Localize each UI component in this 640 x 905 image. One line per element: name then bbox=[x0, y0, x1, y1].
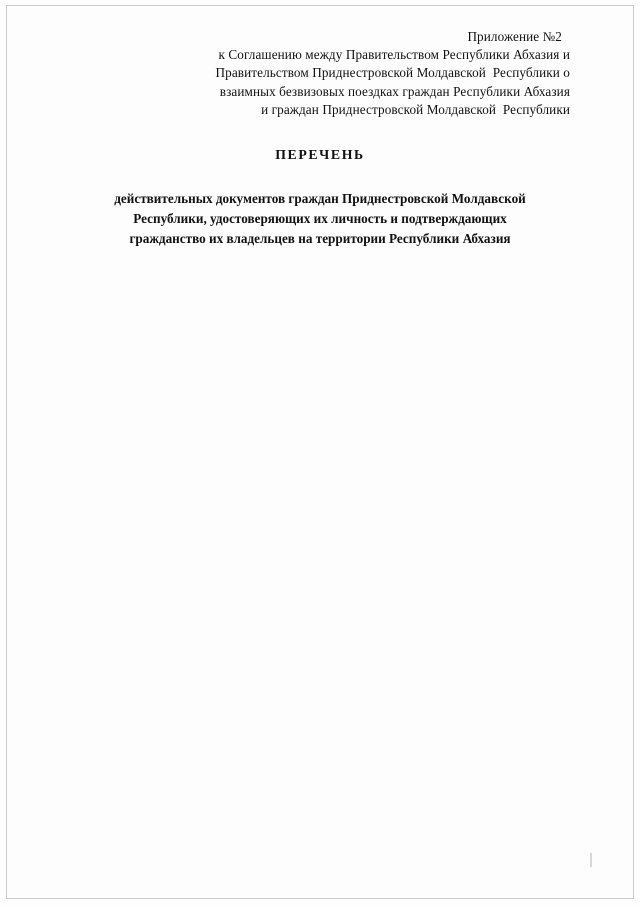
appendix-header bbox=[70, 28, 570, 119]
appendix-header-line-3: Правительством Приднестровской Молдавской Республики о bbox=[215, 65, 570, 81]
appendix-header-line-5: и граждан Приднестровской Молдавской Республики bbox=[261, 101, 570, 117]
document-subtitle-line-1: действительных документов граждан Приднестровской Молдавской bbox=[114, 191, 526, 207]
document-subtitle-line-2: Республики, удостоверяющих их личность и подтверждающих bbox=[133, 210, 507, 226]
document-subtitle-line-3: гражданство их владельцев на территории Республики Абхазия bbox=[129, 230, 511, 246]
document-content bbox=[70, 28, 570, 248]
page-scan-artifact bbox=[590, 853, 592, 867]
document-subtitle bbox=[70, 189, 570, 248]
appendix-header-line-4: взаимных безвизовых поездках граждан Республики Абхазия bbox=[219, 83, 570, 99]
appendix-header-line-1: Приложение №2 bbox=[467, 29, 562, 44]
appendix-header-line-2: к Соглашению между Правительством Республики Абхазия и bbox=[218, 47, 570, 63]
document-title: ПЕРЕЧЕНЬ bbox=[275, 147, 365, 163]
